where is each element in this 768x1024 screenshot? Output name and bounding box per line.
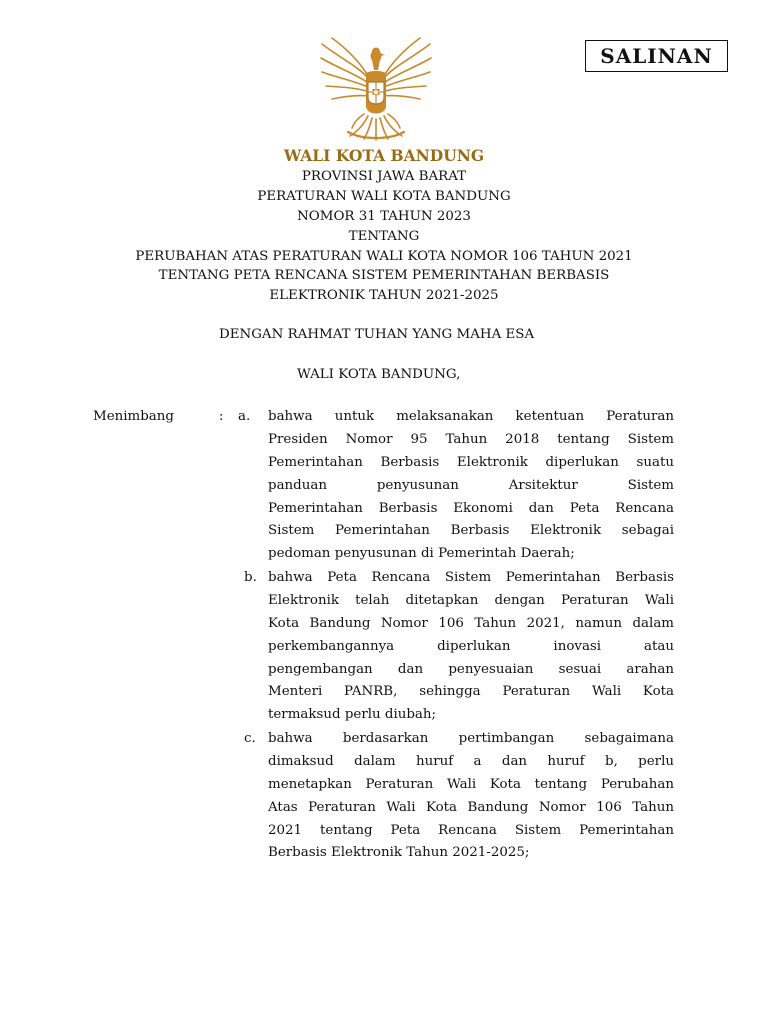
item-b-line: Kota Bandung Nomor 106 Tahun 2021, namun dalam [268, 615, 674, 631]
item-b-line: pengembangan dan penyesuaian sesuai arahan [268, 661, 674, 677]
item-a-line: panduan penyusunan Arsitektur Sistem [268, 477, 674, 493]
province-line: PROVINSI JAWA BARAT [301, 169, 467, 184]
considering-item-c [268, 730, 674, 867]
salinan-stamp [585, 40, 728, 72]
subject-line-3: ELEKTRONIK TAHUN 2021-2025 [269, 288, 499, 303]
item-letter-b: b. [244, 570, 257, 585]
item-c-line: bahwa berdasarkan pertimbangan sebagaimana [268, 731, 674, 746]
subject-line-1: PERUBAHAN ATAS PERATURAN WALI KOTA NOMOR 106 TAHUN 2021 [135, 249, 633, 264]
blessing-line: DENGAN RAHMAT TUHAN YANG MAHA ESA [219, 327, 535, 342]
item-a-line: Sistem Pemerintahan Berbasis Elektronik sebagai [268, 523, 674, 539]
regulation-number-line: NOMOR 31 TAHUN 2023 [297, 209, 471, 224]
regulation-type-line: PERATURAN WALI KOTA BANDUNG [257, 189, 511, 204]
item-b-line: termaksud perlu diubah; [268, 707, 437, 723]
item-letter-c: c. [244, 731, 256, 746]
item-c-line: Berbasis Elektronik Tahun 2021-2025; [268, 845, 530, 861]
item-a-line: Pemerintahan Berbasis Elektronik diperlukan suatu [268, 454, 674, 470]
institution-title: WALI KOTA BANDUNG [283, 146, 485, 165]
item-b-line: perkembangannya diperlukan inovasi atau [268, 638, 674, 654]
considering-item-a [268, 408, 674, 568]
item-letter-a: a. [238, 409, 251, 424]
authority-line: WALI KOTA BANDUNG, [297, 367, 461, 382]
considering-label: Menimbang [93, 409, 174, 424]
item-a-line: Presiden Nomor 95 Tahun 2018 tentang Sistem [268, 431, 674, 447]
considering-item-b [268, 569, 674, 729]
item-a-line: Pemerintahan Berbasis Ekonomi dan Peta Rencana [268, 500, 674, 516]
item-a-line: bahwa untuk melaksanakan ketentuan Peraturan [268, 409, 674, 424]
item-b-line: bahwa Peta Rencana Sistem Pemerintahan Berbasis [268, 570, 674, 585]
item-c-line: dimaksud dalam huruf a dan huruf b, perlu [268, 753, 674, 769]
subject-line-2: TENTANG PETA RENCANA SISTEM PEMERINTAHAN BERBASIS [158, 268, 610, 283]
item-b-line: Menteri PANRB, sehingga Peraturan Wali Kota [268, 684, 674, 700]
considering-colon: : [219, 409, 224, 424]
item-c-line: Atas Peraturan Wali Kota Bandung Nomor 106 Tahun [268, 799, 674, 815]
about-line: TENTANG [348, 229, 420, 244]
item-c-line: 2021 tentang Peta Rencana Sistem Pemerintahan [268, 822, 674, 838]
item-c-line: menetapkan Peraturan Wali Kota tentang Perubahan [268, 776, 674, 792]
garuda-emblem-icon [318, 36, 434, 146]
item-a-line: pedoman penyusunan di Pemerintah Daerah; [268, 546, 575, 562]
item-b-line: Elektronik telah ditetapkan dengan Peraturan Wali [268, 592, 674, 608]
salinan-label: SALINAN [600, 44, 713, 68]
